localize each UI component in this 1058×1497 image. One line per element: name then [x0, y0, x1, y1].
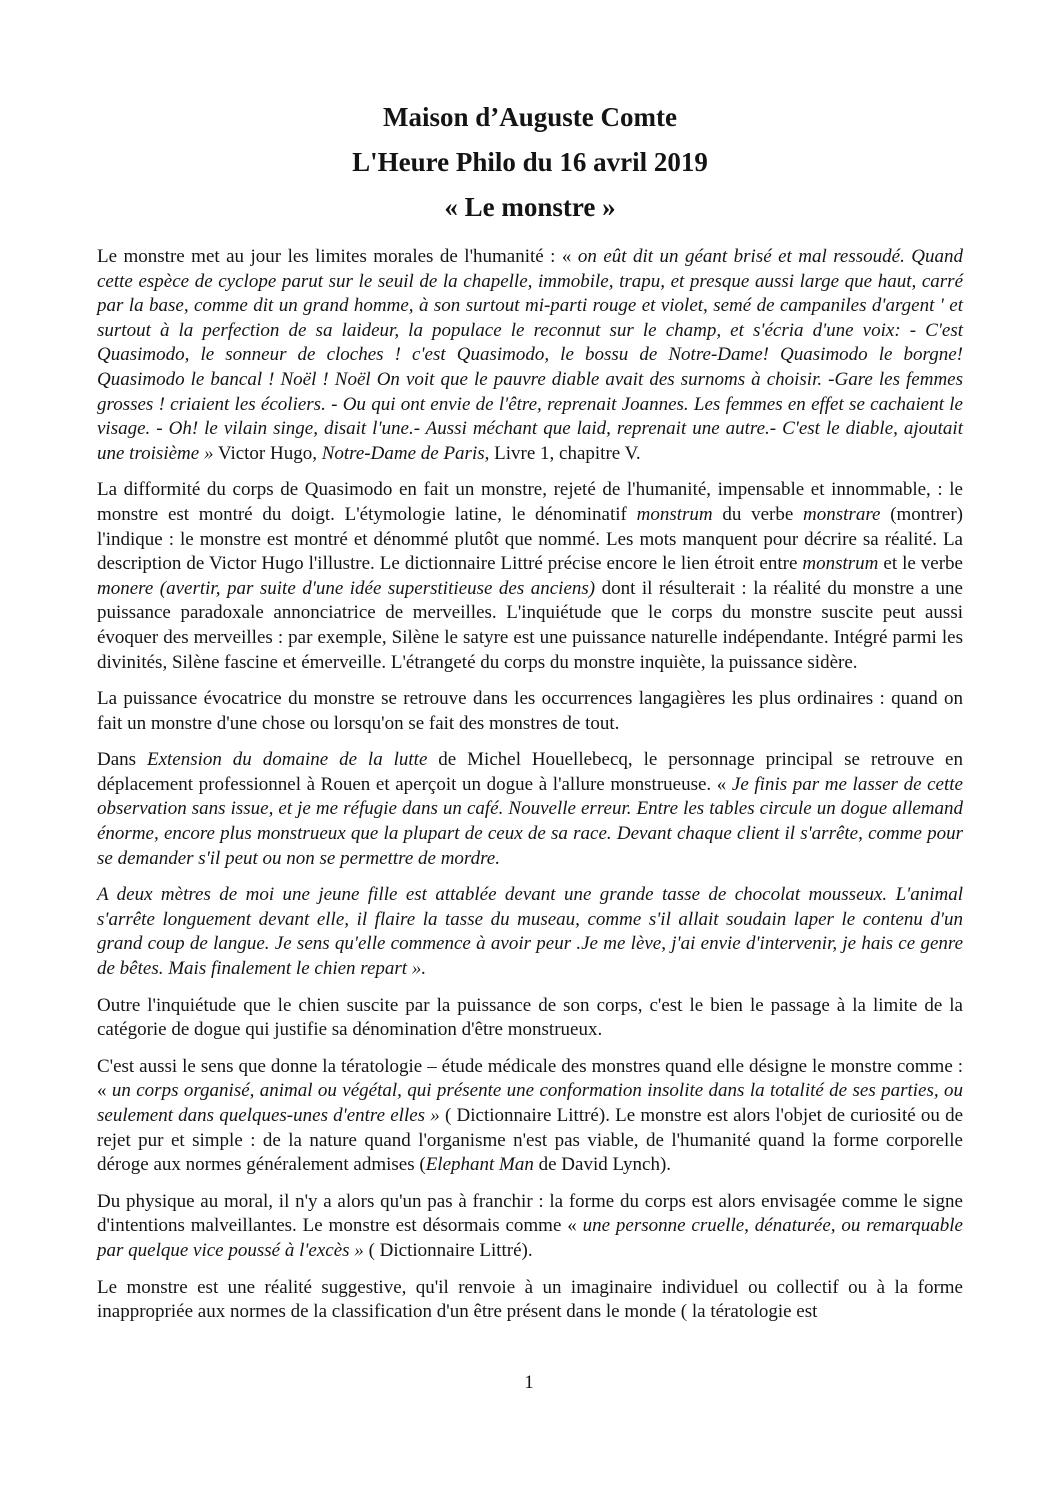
- title-institution: Maison d’Auguste Comte: [383, 102, 677, 132]
- title-event-date: L'Heure Philo du 16 avril 2019: [352, 147, 708, 177]
- paragraph-5: A deux mètres de moi une jeune fille est attablée devant une grande tasse de chocolat mousseux. L'animal s'arrête longuement devant elle, il flaire la tasse du museau, comme s'il allait soudain laper le contenu d'un grand coup de langue. Je sens qu'elle commence à avoir peur .Je me lève, j'ai envie d'intervenir, je hais ce genre de bêtes. Mais finalement le chien repart ».: [97, 884, 963, 980]
- title-subject: « Le monstre »: [444, 192, 616, 222]
- paragraph-8: Du physique au moral, il n'y a alors qu'un pas à franchir : la forme du corps est alors envisagée comme le signe d'intentions malveillantes. Le monstre est désormais comme « une personne cruelle, dénaturée, ou remarquable par quelque vice poussé à l'excès » ( Dictionnaire Littré).: [97, 1190, 963, 1261]
- paragraph-6: Outre l'inquiétude que le chien suscite par la puissance de son corps, c'est le bien le passage à la limite de la catégorie de dogue qui justifie sa dénomination d'être monstrueux.: [97, 994, 963, 1041]
- paragraph-9: Le monstre est une réalité suggestive, qu'il renvoie à un imaginaire individuel ou collectif ou à la forme inappropriée aux normes de la classification d'un être présent dans le monde ( la tératologie est: [97, 1276, 963, 1323]
- paragraph-3: La puissance évocatrice du monstre se retrouve dans les occurrences langagières les plus ordinaires : quand on fait un monstre d'une chose ou lorsqu'on se fait des monstres de tout.: [97, 688, 963, 734]
- paragraph-4: Dans Extension du domaine de la lutte de Michel Houellebecq, le personnage principal se retrouve en déplacement professionnel à Rouen et aperçoit un dogue à l'allure monstrueuse. « Je finis par me lasser de cette observation sans issue, et je me réfugie dans un café. Nouvelle erreur. Entre les tables circule un dogue allemand énorme, encore plus monstrueux que la plupart de ceux de sa race. Devant chaque client il s'arrête, comme pour se demander s'il peut ou non se permettre de mordre.: [97, 749, 963, 869]
- paragraph-2: La difformité du corps de Quasimodo en fait un monstre, rejeté de l'humanité, impensable et innommable, : le monstre est montré du doigt. L'étymologie latine, le dénominatif monstrum du verbe monstrare (montrer) l'indique : le monstre est montré et dénommé plutôt que nommé. Les mots manquent pour décrire sa réalité. La description de Victor Hugo l'illustre. Le dictionnaire Littré précise encore le lien étroit entre monstrum et le verbe monere (avertir, par suite d'une idée superstitieuse des anciens) dont il résulterait : la réalité du monstre a une puissance paradoxale annonciatrice de merveilles. L'inquiétude que le corps du monstre suscite peut aussi évoquer des merveilles : par exemple, Silène le satyre est une puissance naturelle indépendante. Intégré parmi les divinités, Silène fascine et émerveille. L'étrangeté du corps du monstre inquiète, la puissance sidère.: [97, 479, 963, 673]
- document-header: [97, 95, 963, 230]
- page-number: 1: [524, 1372, 534, 1393]
- paragraph-7: C'est aussi le sens que donne la tératologie – étude médicale des monstres quand elle désigne le monstre comme : « un corps organisé, animal ou végétal, qui présente une conformation insolite dans la totalité de ses parties, ou seulement dans quelques-unes d'entre elles » ( Dictionnaire Littré). Le monstre est alors l'objet de curiosité ou de rejet pur et simple : de la nature quand l'organisme n'est pas viable, de l'humanité quand la forme corporelle déroge aux normes généralement admises (Elephant Man de David Lynch).: [97, 1055, 964, 1176]
- paragraph-1: Le monstre met au jour les limites morales de l'humanité : « on eût dit un géant brisé et mal ressoudé. Quand cette espèce de cyclope parut sur le seuil de la chapelle, immobile, trapu, et presque aussi large que haut, carré par la base, comme dit un grand homme, à son surtout mi-parti rouge et violet, semé de campaniles d'argent ' et surtout à la perfection de sa laideur, la populace le reconnut sur le champ, et s'écria d'une voix: - C'est Quasimodo, le sonneur de cloches ! c'est Quasimodo, le bossu de Notre-Dame! Quasimodo le borgne! Quasimodo le bancal ! Noël ! Noël On voit que le pauvre diable avait des surnoms à choisir. -Gare les femmes grosses ! criaient les écoliers. - Ou qui ont envie de l'être, reprenait Joannes. Les femmes en effet se cachaient le visage. - Oh! le vilain singe, disait l'une.- Aussi méchant que laid, reprenait une autre.- C'est le diable, ajoutait une troisième » Victor Hugo, Notre-Dame de Paris, Livre 1, chapitre V.: [97, 246, 964, 464]
- document-body: [97, 245, 963, 1325]
